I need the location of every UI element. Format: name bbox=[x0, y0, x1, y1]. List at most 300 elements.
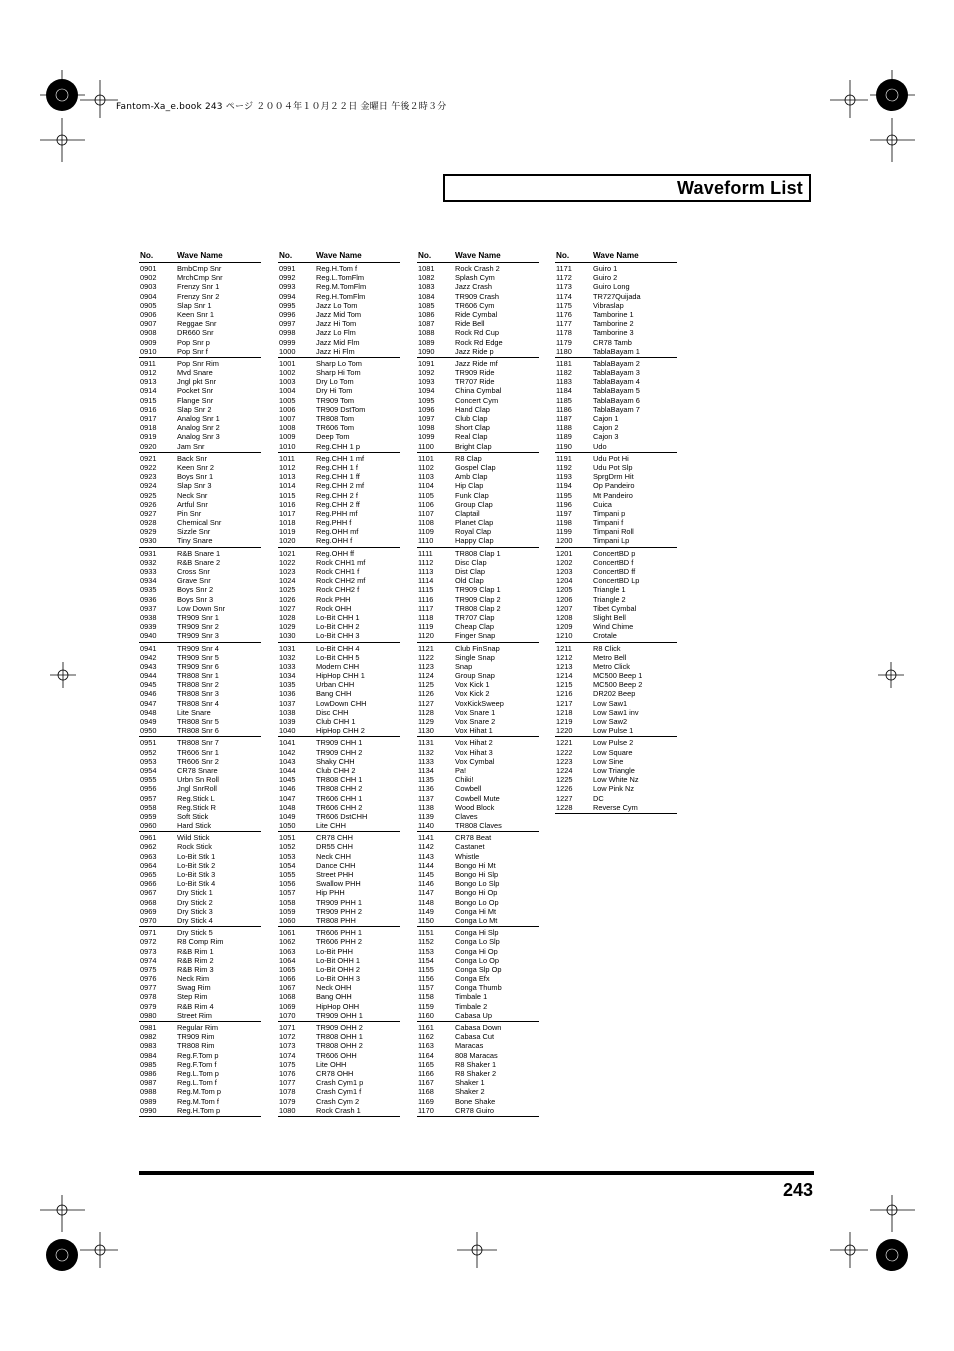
header-wave-name: Wave Name bbox=[455, 251, 501, 260]
wave-number: 1098 bbox=[418, 423, 435, 433]
wave-row bbox=[139, 726, 261, 735]
wave-number: 0941 bbox=[140, 643, 157, 653]
wave-name: Finger Snap bbox=[455, 631, 496, 641]
wave-name: Club CHH 2 bbox=[316, 765, 356, 775]
wave-row bbox=[278, 842, 400, 851]
wave-row bbox=[278, 1069, 400, 1078]
wave-name: R&B Rim 2 bbox=[177, 955, 214, 965]
wave-row bbox=[555, 377, 677, 386]
wave-number: 1132 bbox=[418, 747, 434, 757]
wave-name: TR808 Clap 1 bbox=[455, 548, 501, 558]
wave-number: 0938 bbox=[140, 612, 157, 622]
wave-number: 1173 bbox=[556, 282, 572, 292]
wave-number: 1141 bbox=[418, 833, 434, 843]
wave-name: TR909 CHH 1 bbox=[316, 738, 363, 748]
wave-row bbox=[417, 368, 539, 377]
wave-name: Reg.CHH 1 mf bbox=[316, 453, 365, 463]
wave-name: Urbn Sn Roll bbox=[177, 775, 219, 785]
wave-name: TR808 Snr 1 bbox=[177, 671, 219, 681]
header-number: No. bbox=[418, 251, 432, 260]
wave-name: Reg.CHH 1 p bbox=[316, 441, 360, 451]
wave-row bbox=[139, 689, 261, 698]
wave-number: 1164 bbox=[418, 1050, 434, 1060]
wave-number: 0932 bbox=[140, 557, 157, 567]
wave-group bbox=[139, 737, 261, 832]
wave-row bbox=[139, 947, 261, 956]
wave-row bbox=[139, 405, 261, 414]
wave-name: Udu Pot Hi bbox=[593, 453, 629, 463]
wave-row bbox=[278, 576, 400, 585]
wave-name: Pop Snr f bbox=[177, 346, 208, 356]
wave-group bbox=[417, 832, 539, 927]
wave-row bbox=[139, 292, 261, 301]
wave-name: Boys Snr 3 bbox=[177, 594, 214, 604]
wave-name: Reg.L.TomFlm bbox=[316, 273, 365, 283]
wave-name: TR909 Crash bbox=[455, 291, 499, 301]
wave-row bbox=[555, 653, 677, 662]
wave-row bbox=[278, 386, 400, 395]
wave-row bbox=[139, 794, 261, 803]
wave-number: 1097 bbox=[418, 414, 435, 423]
wave-name: Wind Chime bbox=[593, 622, 634, 632]
wave-number: 0940 bbox=[140, 631, 157, 641]
wave-row bbox=[555, 775, 677, 784]
wave-row bbox=[555, 604, 677, 613]
wave-row bbox=[555, 757, 677, 766]
wave-number: 0944 bbox=[140, 671, 157, 681]
wave-number: 0954 bbox=[140, 765, 157, 775]
wave-row bbox=[555, 689, 677, 698]
wave-row bbox=[139, 974, 261, 983]
wave-row bbox=[417, 396, 539, 405]
wave-row bbox=[555, 766, 677, 775]
wave-name: MC500 Beep 2 bbox=[593, 680, 643, 690]
wave-number: 0934 bbox=[140, 576, 157, 586]
wave-group bbox=[555, 643, 677, 738]
wave-number: 1036 bbox=[279, 689, 296, 699]
wave-number: 1000 bbox=[279, 346, 296, 356]
wave-name: Pop Snr Rim bbox=[177, 358, 219, 368]
wave-row bbox=[139, 631, 261, 640]
wave-row bbox=[139, 956, 261, 965]
wave-number: 1148 bbox=[418, 897, 434, 907]
wave-number: 1168 bbox=[418, 1087, 434, 1097]
wave-number: 1113 bbox=[418, 567, 434, 576]
wave-row bbox=[417, 463, 539, 472]
wave-number: 0912 bbox=[140, 368, 157, 378]
wave-name: Low Sine bbox=[593, 756, 624, 766]
wave-name: Conga Hi Mt bbox=[455, 906, 497, 916]
wave-name: TR808 Snr 6 bbox=[177, 726, 219, 736]
wave-row bbox=[555, 463, 677, 472]
wave-row bbox=[139, 1106, 261, 1115]
wave-name: ConcertBD p bbox=[593, 548, 636, 558]
wave-name: TR606 Tom bbox=[316, 423, 355, 433]
wave-row bbox=[417, 937, 539, 946]
wave-group bbox=[555, 358, 677, 453]
wave-row bbox=[139, 595, 261, 604]
wave-group bbox=[139, 832, 261, 927]
wave-row bbox=[139, 613, 261, 622]
wave-name: Dry Stick 5 bbox=[177, 928, 213, 938]
wave-name: Regular Rim bbox=[177, 1023, 219, 1032]
wave-row bbox=[417, 956, 539, 965]
wave-number: 0983 bbox=[140, 1041, 157, 1051]
wave-name: Club FinSnap bbox=[455, 643, 500, 653]
wave-number: 0928 bbox=[140, 518, 157, 528]
wave-name: TablaBayam 7 bbox=[593, 404, 640, 414]
wave-name: TR909 OHH 1 bbox=[316, 1010, 363, 1020]
wave-number: 0997 bbox=[279, 319, 296, 329]
wave-number: 1126 bbox=[418, 689, 434, 699]
wave-row bbox=[139, 888, 261, 897]
wave-row bbox=[555, 595, 677, 604]
wave-row bbox=[278, 861, 400, 870]
wave-name: Crash Cym1 p bbox=[316, 1078, 364, 1088]
wave-row bbox=[555, 472, 677, 481]
wave-number: 1020 bbox=[279, 536, 296, 546]
wave-number: 0968 bbox=[140, 897, 157, 907]
wave-number: 1129 bbox=[418, 717, 434, 726]
wave-number: 1053 bbox=[279, 851, 296, 861]
wave-number: 0961 bbox=[140, 833, 157, 843]
wave-column-2 bbox=[278, 251, 400, 1117]
wave-row bbox=[139, 472, 261, 481]
wave-name: Urban CHH bbox=[316, 680, 355, 690]
wave-number: 1153 bbox=[418, 946, 434, 956]
wave-number: 0970 bbox=[140, 915, 157, 925]
wave-row bbox=[278, 1023, 400, 1032]
wave-name: CR78 Tamb bbox=[593, 337, 632, 347]
wave-number: 1035 bbox=[279, 680, 296, 690]
wave-row bbox=[417, 916, 539, 925]
section-title-box bbox=[443, 174, 811, 202]
wave-row bbox=[139, 842, 261, 851]
wave-number: 1100 bbox=[418, 441, 434, 451]
wave-row bbox=[417, 1069, 539, 1078]
wave-number: 0933 bbox=[140, 567, 157, 576]
wave-name: Tiny Snare bbox=[177, 536, 213, 546]
wave-row bbox=[555, 699, 677, 708]
wave-name: Wood Block bbox=[455, 802, 495, 812]
wave-name: Reverse Cym bbox=[593, 802, 638, 812]
wave-number: 1061 bbox=[279, 928, 296, 938]
wave-number: 1084 bbox=[418, 291, 435, 301]
wave-name: Conga Efx bbox=[455, 974, 490, 984]
wave-name: Hand Clap bbox=[455, 404, 490, 414]
wave-name: TR606 OHH bbox=[316, 1050, 357, 1060]
wave-number: 1021 bbox=[279, 548, 296, 558]
wave-row bbox=[417, 454, 539, 463]
wave-row bbox=[139, 328, 261, 337]
wave-row bbox=[278, 1060, 400, 1069]
wave-number: 1152 bbox=[418, 937, 434, 947]
wave-name: Club Clap bbox=[455, 414, 488, 423]
wave-row bbox=[278, 1032, 400, 1041]
wave-number: 1151 bbox=[418, 928, 434, 938]
wave-number: 1169 bbox=[418, 1096, 434, 1106]
wave-row bbox=[139, 748, 261, 757]
wave-row bbox=[139, 766, 261, 775]
wave-row bbox=[417, 717, 539, 726]
wave-number: 1091 bbox=[418, 358, 435, 368]
wave-row bbox=[417, 1097, 539, 1106]
wave-row bbox=[555, 386, 677, 395]
wave-number: 0904 bbox=[140, 291, 157, 301]
wave-number: 0903 bbox=[140, 282, 157, 292]
wave-row bbox=[278, 432, 400, 441]
wave-number: 0920 bbox=[140, 441, 157, 451]
wave-name: Lo-Bit CHH 3 bbox=[316, 631, 360, 641]
wave-row bbox=[555, 631, 677, 640]
wave-row bbox=[278, 870, 400, 879]
wave-number: 1032 bbox=[279, 652, 296, 662]
wave-row bbox=[278, 442, 400, 451]
wave-row bbox=[278, 956, 400, 965]
wave-name: Bongo Lo Op bbox=[455, 897, 499, 907]
wave-row bbox=[139, 414, 261, 423]
wave-name: Jngl SnrRoll bbox=[177, 784, 217, 794]
wave-number: 1088 bbox=[418, 328, 435, 338]
wave-row bbox=[278, 1097, 400, 1106]
wave-name: Timpani p bbox=[593, 508, 626, 518]
wave-number: 0974 bbox=[140, 955, 157, 965]
wave-name: R8 Click bbox=[593, 643, 621, 653]
wave-row bbox=[555, 292, 677, 301]
wave-number: 1176 bbox=[556, 309, 572, 319]
wave-name: Claves bbox=[455, 811, 478, 821]
wave-number: 0975 bbox=[140, 964, 157, 974]
wave-name: Funk Clap bbox=[455, 490, 489, 500]
wave-number: 0955 bbox=[140, 775, 157, 785]
wave-row bbox=[278, 414, 400, 423]
wave-row bbox=[417, 965, 539, 974]
wave-row bbox=[555, 803, 677, 812]
wave-row bbox=[417, 708, 539, 717]
wave-name: 808 Maracas bbox=[455, 1050, 498, 1060]
wave-row bbox=[417, 833, 539, 842]
wave-row bbox=[139, 879, 261, 888]
wave-number: 1057 bbox=[279, 888, 296, 898]
wave-name: Guiro Long bbox=[593, 282, 630, 292]
wave-number: 1014 bbox=[279, 481, 296, 491]
wave-name: CR78 Snare bbox=[177, 765, 218, 775]
wave-row bbox=[417, 491, 539, 500]
wave-number: 1196 bbox=[556, 499, 572, 509]
wave-number: 0905 bbox=[140, 300, 157, 310]
wave-row bbox=[417, 653, 539, 662]
wave-row bbox=[139, 558, 261, 567]
wave-row bbox=[555, 500, 677, 509]
wave-number: 1154 bbox=[418, 955, 434, 965]
wave-row bbox=[278, 613, 400, 622]
wave-name: Rock CHH1 f bbox=[316, 567, 360, 576]
wave-number: 0929 bbox=[140, 527, 157, 537]
wave-row bbox=[278, 1002, 400, 1011]
wave-name: TR909 Clap 1 bbox=[455, 585, 501, 595]
wave-row bbox=[278, 500, 400, 509]
wave-name: ConcertBD Lp bbox=[593, 576, 640, 586]
wave-row bbox=[417, 1002, 539, 1011]
wave-name: Reg.M.Tom f bbox=[177, 1096, 219, 1106]
wave-number: 1048 bbox=[279, 802, 296, 812]
wave-row bbox=[278, 472, 400, 481]
wave-name: TR606 DstCHH bbox=[316, 811, 368, 821]
wave-number: 1093 bbox=[418, 377, 435, 387]
wave-name: Reg.OHH ff bbox=[316, 548, 355, 558]
wave-row bbox=[278, 738, 400, 747]
wave-name: Metro Click bbox=[593, 661, 630, 671]
wave-number: 1136 bbox=[418, 784, 434, 794]
wave-name: Lo-Bit Stk 3 bbox=[177, 870, 216, 879]
wave-number: 1012 bbox=[279, 462, 296, 472]
wave-row bbox=[139, 604, 261, 613]
wave-row bbox=[139, 644, 261, 653]
wave-row bbox=[278, 812, 400, 821]
column-header bbox=[417, 251, 539, 263]
wave-name: Neck OHH bbox=[316, 983, 352, 993]
wave-name: Jazz Mid Flm bbox=[316, 337, 360, 347]
wave-name: R&B Rim 3 bbox=[177, 964, 214, 974]
wave-group bbox=[278, 1022, 400, 1117]
wave-number: 0902 bbox=[140, 273, 157, 283]
wave-number: 1063 bbox=[279, 946, 296, 956]
wave-number: 0985 bbox=[140, 1059, 157, 1069]
wave-row bbox=[555, 536, 677, 545]
wave-row bbox=[139, 784, 261, 793]
wave-name: TR808 OHH 1 bbox=[316, 1032, 363, 1042]
wave-row bbox=[417, 766, 539, 775]
wave-name: Lo-Bit OHH 2 bbox=[316, 964, 360, 974]
wave-number: 1150 bbox=[418, 915, 434, 925]
page-title: Waveform List bbox=[677, 178, 803, 198]
wave-row bbox=[278, 653, 400, 662]
wave-name: Reg.CHH 2 f bbox=[316, 490, 358, 500]
wave-row bbox=[139, 916, 261, 925]
wave-name: Sharp Lo Tom bbox=[316, 358, 362, 368]
wave-name: R8 Shaker 2 bbox=[455, 1068, 497, 1078]
wave-row bbox=[139, 518, 261, 527]
wave-row bbox=[278, 491, 400, 500]
wave-name: Pin Snr bbox=[177, 508, 202, 518]
wave-row bbox=[139, 549, 261, 558]
wave-name: BmbCmp Snr bbox=[177, 264, 222, 273]
wave-name: Hard Stick bbox=[177, 821, 212, 831]
wave-number: 0959 bbox=[140, 811, 157, 821]
wave-name: Snap bbox=[455, 661, 473, 671]
wave-number: 1030 bbox=[279, 631, 296, 641]
wave-number: 1204 bbox=[556, 576, 573, 586]
wave-number: 0909 bbox=[140, 337, 157, 347]
wave-name: Hip Clap bbox=[455, 481, 484, 491]
wave-number: 1121 bbox=[418, 643, 434, 653]
wave-row bbox=[139, 852, 261, 861]
wave-name: Keen Snr 2 bbox=[177, 462, 214, 472]
wave-name: Low Pink Nz bbox=[593, 784, 635, 794]
wave-number: 0992 bbox=[279, 273, 296, 283]
wave-row bbox=[417, 888, 539, 897]
wave-number: 1067 bbox=[279, 983, 296, 993]
wave-number: 1108 bbox=[418, 518, 434, 528]
wave-row bbox=[139, 359, 261, 368]
wave-number: 1120 bbox=[418, 631, 434, 641]
column-header bbox=[139, 251, 261, 263]
wave-name: Bongo Hi Op bbox=[455, 888, 498, 898]
wave-row bbox=[417, 928, 539, 937]
wave-row bbox=[555, 671, 677, 680]
wave-name: Bang OHH bbox=[316, 992, 352, 1002]
wave-row bbox=[139, 1041, 261, 1050]
wave-row bbox=[278, 671, 400, 680]
wave-number: 1010 bbox=[279, 441, 296, 451]
wave-name: TR909 Snr 4 bbox=[177, 643, 219, 653]
wave-name: Lite OHH bbox=[316, 1059, 347, 1069]
wave-number: 1052 bbox=[279, 842, 296, 852]
wave-number: 1077 bbox=[279, 1078, 296, 1088]
wave-row bbox=[139, 803, 261, 812]
wave-number: 1184 bbox=[556, 386, 572, 396]
wave-name: Cowbell Mute bbox=[455, 793, 500, 803]
wave-name: Bongo Hi Slp bbox=[455, 870, 499, 879]
wave-number: 1165 bbox=[418, 1059, 434, 1069]
wave-number: 1068 bbox=[279, 992, 296, 1002]
wave-number: 1187 bbox=[556, 414, 572, 423]
wave-name: TablaBayam 6 bbox=[593, 395, 640, 405]
wave-number: 0996 bbox=[279, 309, 296, 319]
wave-row bbox=[278, 803, 400, 812]
wave-number: 1140 bbox=[418, 821, 434, 831]
wave-number: 1051 bbox=[279, 833, 296, 843]
wave-row bbox=[555, 359, 677, 368]
wave-number: 1189 bbox=[556, 432, 572, 442]
wave-number: 0966 bbox=[140, 879, 157, 889]
wave-row bbox=[417, 386, 539, 395]
wave-number: 1208 bbox=[556, 612, 573, 622]
wave-number: 1178 bbox=[556, 328, 572, 338]
wave-name: Splash Cym bbox=[455, 273, 495, 283]
wave-number: 1024 bbox=[279, 576, 296, 586]
wave-row bbox=[278, 775, 400, 784]
wave-group bbox=[555, 453, 677, 548]
wave-number: 1171 bbox=[556, 264, 572, 273]
wave-row bbox=[555, 347, 677, 356]
wave-name: Dry Stick 1 bbox=[177, 888, 213, 898]
wave-number: 1156 bbox=[418, 974, 434, 984]
wave-row bbox=[139, 273, 261, 282]
wave-name: Low Pulse 1 bbox=[593, 726, 634, 736]
wave-row bbox=[555, 405, 677, 414]
wave-number: 0993 bbox=[279, 282, 296, 292]
wave-name: Disc Clap bbox=[455, 557, 487, 567]
wave-name: Tamborine 1 bbox=[593, 309, 634, 319]
wave-row bbox=[555, 738, 677, 747]
wave-number: 1055 bbox=[279, 870, 296, 879]
wave-name: Step Rim bbox=[177, 992, 208, 1002]
wave-row bbox=[417, 377, 539, 386]
wave-name: TR808 Tom bbox=[316, 414, 355, 423]
wave-row bbox=[139, 264, 261, 273]
wave-row bbox=[417, 310, 539, 319]
wave-row bbox=[278, 699, 400, 708]
wave-row bbox=[417, 1087, 539, 1096]
wave-name: Cajon 3 bbox=[593, 432, 619, 442]
wave-row bbox=[139, 301, 261, 310]
wave-name: TR909 PHH 1 bbox=[316, 897, 363, 907]
wave-name: TablaBayam 4 bbox=[593, 377, 640, 387]
wave-name: Back Snr bbox=[177, 453, 207, 463]
wave-number: 1071 bbox=[279, 1023, 296, 1032]
wave-name: CR78 Beat bbox=[455, 833, 492, 843]
